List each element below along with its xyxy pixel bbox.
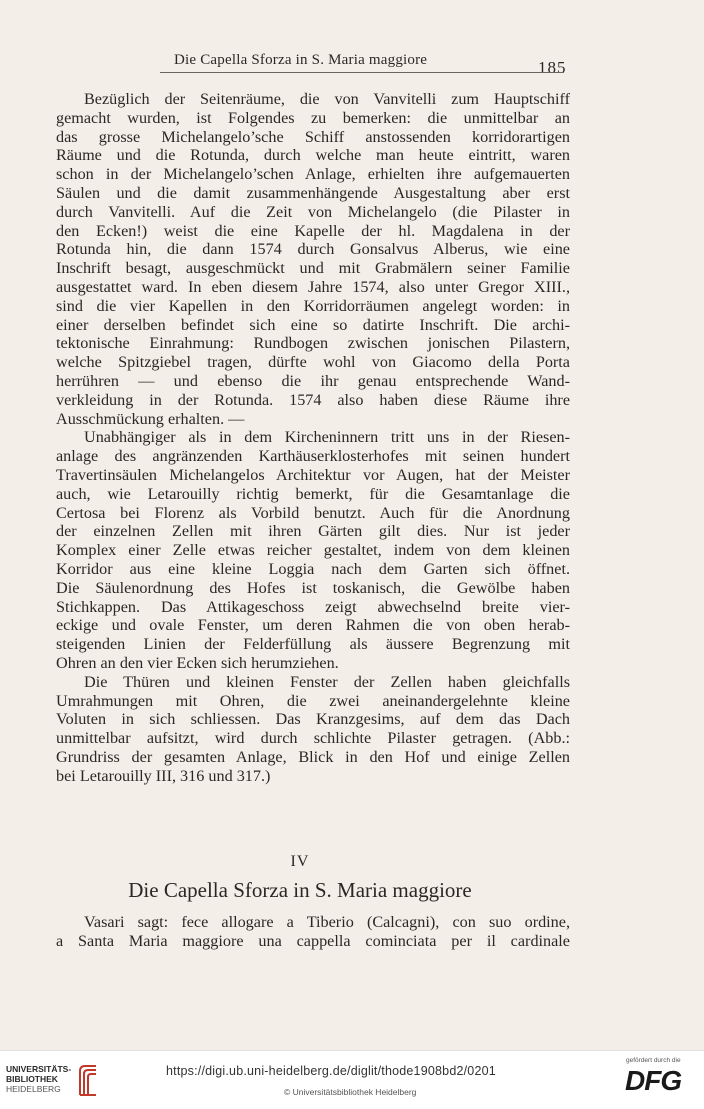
text-line: Certosa bei Florenz als Vorbild benutzt. Auch für die Anordnung [56,503,570,522]
text-line: verkleidung in der Rotunda. 1574 also haben diese Räume ihre [56,390,570,409]
text-line: Ausschmückung erhalten. — [56,409,245,428]
library-logo[interactable] [6,1059,106,1103]
text-line: unmittelbar aufsitzt, wird durch schlichte Pilaster getragen. (Abb.: [56,729,570,748]
text-line: einer derselben befindet sich eine so datirte Inschrift. Die archi- [56,315,570,334]
text-line: herrühren — und ebenso die ihr genau entsprechende Wand- [56,371,570,390]
section-number: IV [290,853,310,870]
text-line: Bezüglich der Seitenräume, die von Vanvitelli zum Hauptschiff [84,90,570,108]
text-line: Ohren an den vier Ecken sich herumziehen. [56,653,339,672]
text-line: Umrahmungen mit Ohren, die zwei aneinandergelehnte kleine [56,691,570,710]
running-title: Die Capella Sforza in S. Maria maggiore [174,52,428,68]
text-line: bei Letarouilly III, 316 und 317.) [56,766,271,785]
text-line: Die Thüren und kleinen Fenster der Zellen haben gleichfalls [84,672,570,691]
text-line: schon in der Michelangelo’schen Anlage, erhielten ihre aufgemauerten [56,165,570,184]
text-line: gemacht wurden, ist Folgendes zu bemerken: die unmittelbar an [56,108,570,127]
text-line: auch, wie Letarouilly richtig bemerkt, für die Gesamtanlage die [56,484,570,503]
text-line: Inschrift besagt, ausgeschmückt und mit Grabmälern seiner Familie [56,259,570,278]
header-rule [160,72,564,73]
text-line: Travertinsäulen Michelangelos Architektur vor Augen, hat der Meister [56,465,570,484]
library-name [6,1064,71,1094]
text-line: Räume und die Rotunda, durch welche man heute eintritt, waren [56,146,570,165]
text-line: tektonische Einrahmung: Rundbogen zwischen jonischen Pilastern, [56,334,570,353]
text-line: der einzelnen Zellen mit ihren Gärten gilt dies. Nur ist jeder [56,522,570,541]
text-line: Stichkappen. Das Attikageschoss zeigt abwechselnd breite vier- [56,597,570,616]
permalink-url[interactable]: https://digi.ub.uni-heidelberg.de/diglit/thode1908bd2/0201 [166,1064,496,1078]
section-title: Die Capella Sforza in S. Maria maggiore [128,878,472,902]
text-line: Säulen und die damit zusammenhängende Ausgestaltung aber erst [56,183,570,202]
dfg-logo[interactable]: DFG [625,1065,682,1096]
text-line: anlage des angränzenden Karthäuserklosterhofes mit seinen hundert [56,447,570,466]
library-name-line1: UNIVERSITÄTS- [6,1064,72,1074]
viewer-footer [0,1050,704,1109]
running-head [0,48,704,78]
text-line: durch Vanvitelli. Auf die Zeit von Michelangelo (die Pilaster in [56,202,570,221]
text-line: den Ecken!) weist die eine Kapelle der hl. Magdalena in der [56,221,570,240]
page-number: 185 [538,58,567,77]
text-line: Die Säulenordnung des Hofes ist toskanisch, die Gewölbe haben [56,578,570,597]
text-line: Vasari sagt: fece allogare a Tiberio (Calcagni), con suo ordine, [84,913,570,931]
text-line: ausgestattet ward. In eben diesem Jahre 1574, also unter Gregor XIII., [56,277,570,296]
text-line: Komplex einer Zelle etwas reicher gestaltet, indem von dem kleinen [56,541,570,560]
text-line: steigenden Linien der Felderfüllung als äussere Begrenzung mit [56,635,570,654]
text-line: Unabhängiger als in dem Kircheninnern tritt uns in der Riesen- [84,428,570,447]
text-line: sind die vier Kapellen in den Korridorräumen angelegt worden: in [56,296,570,315]
text-line: eckige und ovale Fenster, um deren Rahmen die von oben herab- [56,616,570,635]
text-line: das grosse Michelangelo’sche Schiff anstossenden korridorartigen [56,127,570,146]
text-line: a Santa Maria maggiore una cappella cominciata per il cardinale [56,931,570,950]
funding-caption: gefördert durch die [626,1057,681,1064]
body-text [56,90,570,785]
library-name-line3: HEIDELBERG [6,1084,61,1094]
text-line: welche Spitzgiebel tragen, dürfte wohl von Giacomo della Porta [56,353,570,372]
library-name-line2: BIBLIOTHEK [6,1074,58,1084]
text-line: Grundriss der gesamten Anlage, Blick in den Hof und einige Zellen [56,747,570,766]
text-line: Voluten in sich schliessen. Das Kranzgesims, auf dem das Dach [56,710,570,729]
library-mark-icon [76,1063,100,1097]
text-line: Korridor aus eine kleine Loggia nach dem Garten sich öffnet. [56,559,570,578]
copyright-notice: © Universitätsbibliothek Heidelberg [284,1087,417,1097]
text-line: Rotunda hin, die dann 1574 durch Gonsalvus Alberus, wie eine [56,240,570,259]
section-body-text [56,913,570,951]
